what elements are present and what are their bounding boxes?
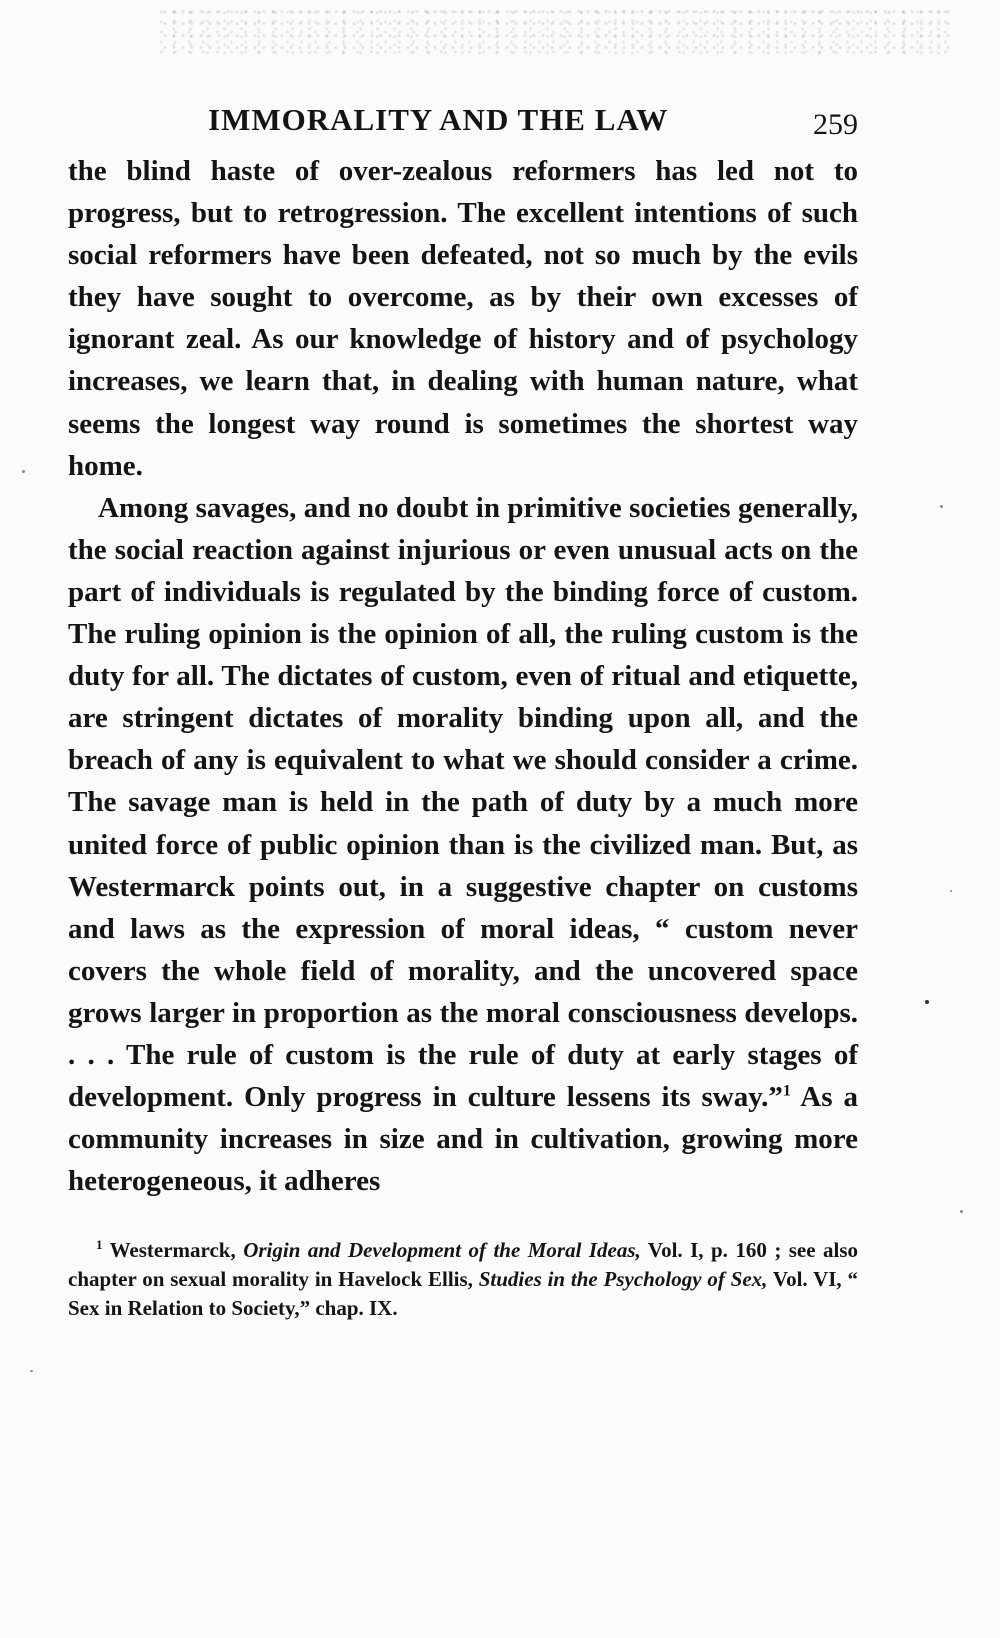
- paragraph-2: [68, 487, 858, 1203]
- paragraph-2-text: Among savages, and no doubt in primitive societies generally, the social reaction against injurious or even unusual acts on the part of individuals is regulated by the binding force of custom. The ruling opinion is the opinion of all, the ruling custom is the duty for all. The dictates of custom, even of ritual and etiquette, are stringent dictates of morality binding upon all, and the breach of any is equivalent to what we should consider a crime. The savage man is held in the path of duty by a much more united force of public opinion than is the civilized man. But, as Westermarck points out, in a suggestive chapter on customs and laws as the expression of moral ideas, “ custom never covers the whole field of morality, and the uncovered space grows larger in proportion as the moral consciousness develops. . . . The rule of custom is the rule of duty at early stages of development. Only progress in culture lessens its sway.”: [68, 491, 858, 1114]
- scan-speck: [22, 470, 25, 473]
- footnote-author: Westermarck,: [109, 1238, 244, 1263]
- page-number: 259: [813, 108, 858, 141]
- footnote-1: [68, 1236, 858, 1323]
- book-page: [68, 96, 858, 1323]
- footnote-title-2: Studies in the Psychology of Sex,: [478, 1267, 768, 1292]
- footnotes: [68, 1236, 858, 1323]
- scan-noise: [160, 8, 950, 58]
- footnote-end: Vol. VI, “ Sex in Relation to Society,” chap. IX.: [68, 1267, 858, 1321]
- footnote-middle: Vol. I, p. 160 ; see also chapter on sexual morality in Havelock Ellis,: [68, 1238, 859, 1292]
- scan-speck: [940, 505, 943, 508]
- scan-speck: [925, 1000, 929, 1004]
- scan-speck: [950, 890, 952, 892]
- page-header: [68, 96, 858, 148]
- footnote-reference: 1: [782, 1082, 791, 1100]
- footnote-title-1: Origin and Development of the Moral Ideas,: [243, 1238, 641, 1263]
- paragraph-1: the blind haste of over-zealous reformers has led not to progress, but to retrogression. The excellent intentions of such social reformers have been defeated, not so much by the evils they have sought to overcome, as by their own excesses of ignorant zeal. As our knowledge of history and of psychology increases, we learn that, in dealing with human nature, what seems the longest way round is sometimes the shortest way home.: [68, 155, 858, 482]
- scan-speck: [30, 1370, 33, 1372]
- running-head: IMMORALITY AND THE LAW: [208, 102, 669, 137]
- footnote-mark: 1: [96, 1237, 103, 1253]
- body-text: [68, 150, 858, 1202]
- scan-speck: [960, 1210, 963, 1213]
- paragraph-2-continuation: As a community increases in size and in cultivation, growing more heterogeneous, it adheres: [68, 1081, 858, 1198]
